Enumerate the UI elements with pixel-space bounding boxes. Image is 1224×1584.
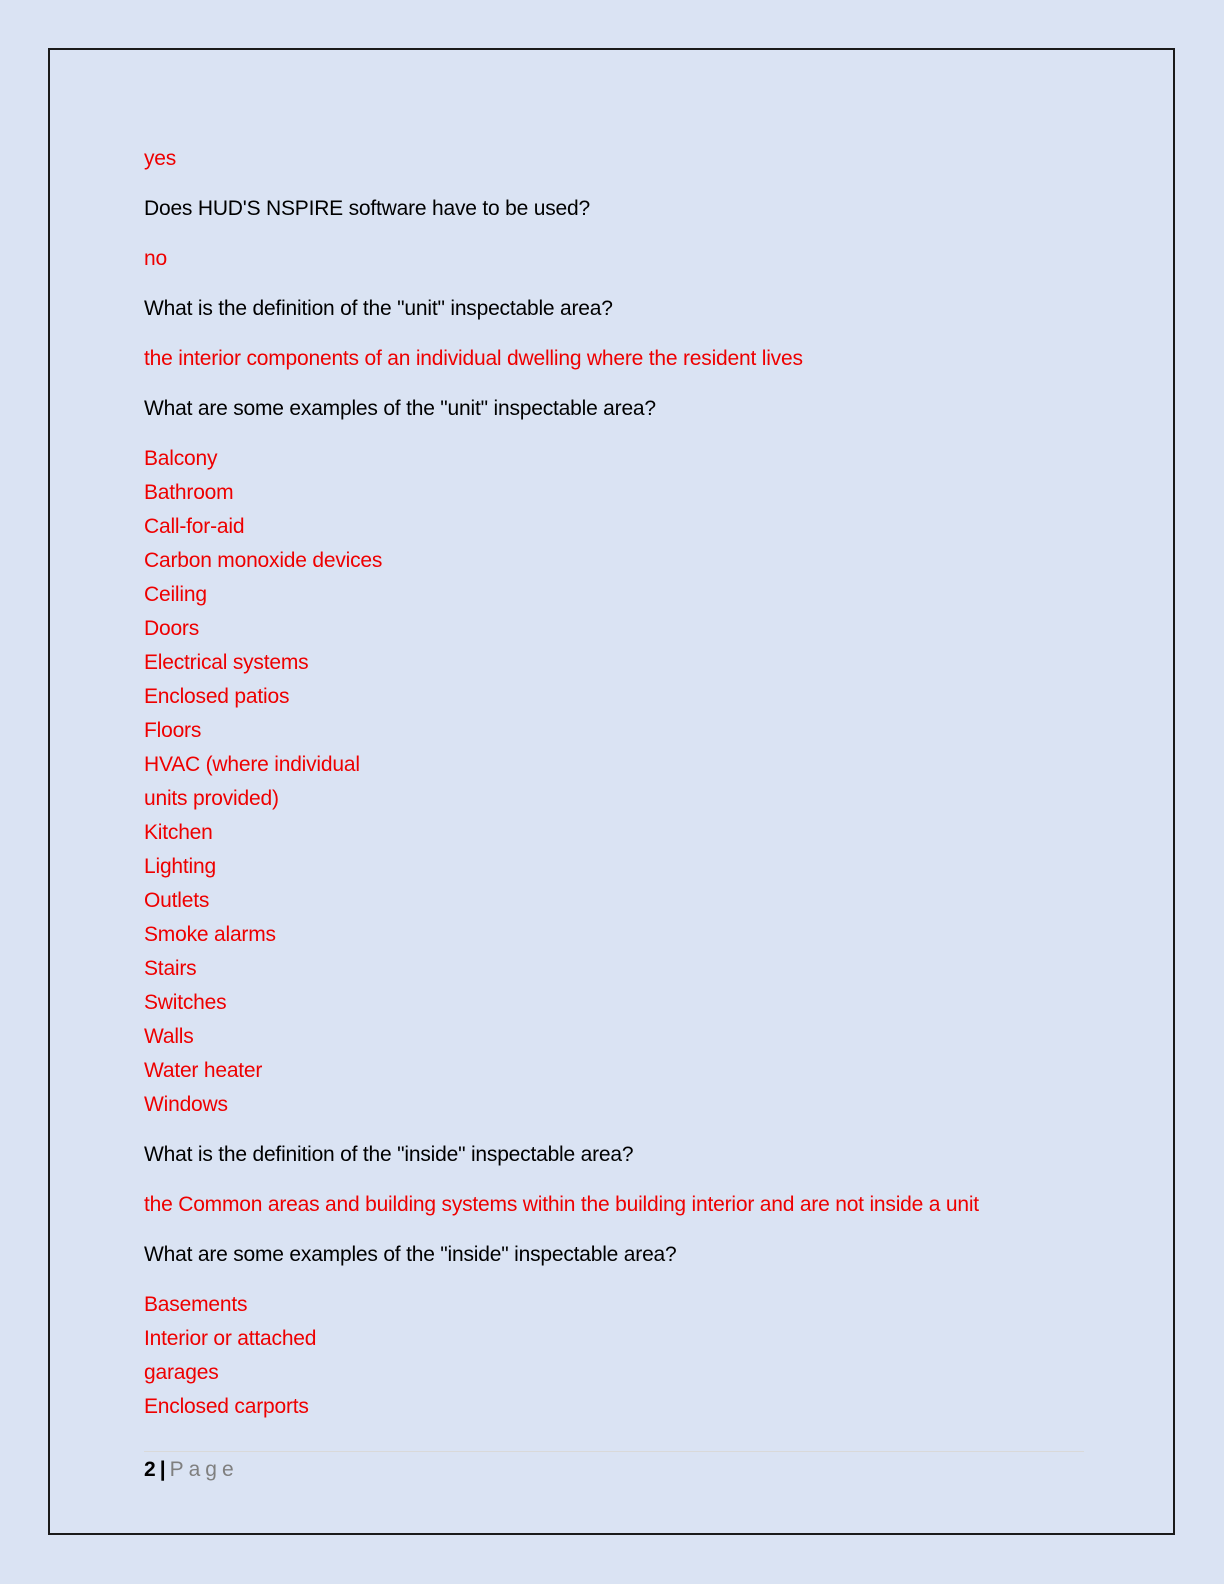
list-item: Lighting: [144, 855, 216, 878]
footer-divider: [144, 1451, 1084, 1452]
list-item: Electrical systems: [144, 651, 309, 674]
question-text: What is the definition of the "unit" inspectable area?: [144, 297, 613, 320]
list-item: Bathroom: [144, 481, 234, 504]
list-item: Carbon monoxide devices: [144, 549, 383, 572]
list-item: Smoke alarms: [144, 923, 276, 946]
list-item: Outlets: [144, 889, 210, 912]
question-text: What are some examples of the "inside" inspectable area?: [144, 1243, 677, 1266]
footer-separator: |: [159, 1458, 166, 1481]
page-label: Page: [169, 1458, 239, 1481]
list-item: Floors: [144, 719, 202, 742]
list-item: Call-for-aid: [144, 515, 245, 538]
inside-examples-list: [144, 1288, 1084, 1424]
page-footer: [144, 1455, 239, 1485]
list-item: HVAC (where individual: [144, 753, 360, 776]
document-body: [144, 142, 1084, 1440]
list-item: Stairs: [144, 957, 197, 980]
list-item: Switches: [144, 991, 227, 1014]
list-item: Enclosed patios: [144, 685, 290, 708]
answer-text: yes: [144, 147, 177, 170]
answer-text: no: [144, 247, 167, 270]
answer-text: the interior components of an individual dwelling where the resident lives: [144, 347, 803, 370]
page-number: 2: [144, 1458, 156, 1481]
question-text: What is the definition of the "inside" inspectable area?: [144, 1143, 634, 1166]
list-item: garages: [144, 1361, 219, 1384]
list-item: Kitchen: [144, 821, 213, 844]
list-item: units provided): [144, 787, 279, 810]
list-item: Basements: [144, 1293, 248, 1316]
list-item: Interior or attached: [144, 1327, 317, 1350]
question-text: What are some examples of the "unit" inspectable area?: [144, 397, 656, 420]
list-item: Walls: [144, 1025, 194, 1048]
unit-examples-list: [144, 442, 1084, 1122]
list-item: Doors: [144, 617, 200, 640]
list-item: Enclosed carports: [144, 1395, 309, 1418]
list-item: Windows: [144, 1093, 228, 1116]
answer-text: the Common areas and building systems within the building interior and are not inside a unit: [144, 1193, 979, 1216]
question-text: Does HUD'S NSPIRE software have to be used?: [144, 197, 590, 220]
list-item: Water heater: [144, 1059, 263, 1082]
list-item: Ceiling: [144, 583, 207, 606]
list-item: Balcony: [144, 447, 218, 470]
